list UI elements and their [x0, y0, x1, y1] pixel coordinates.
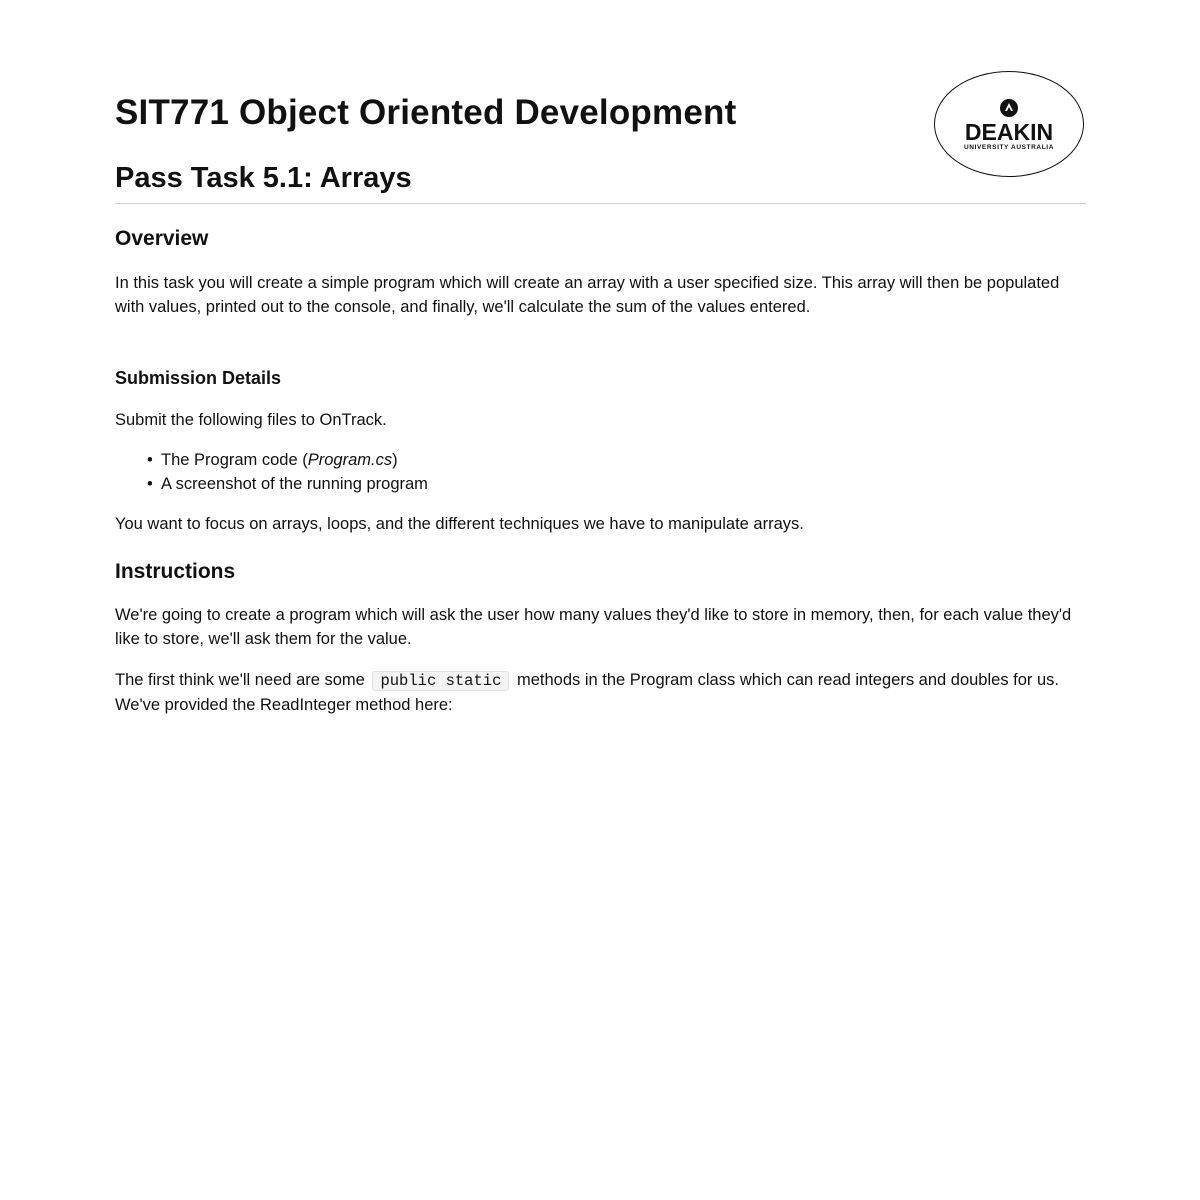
list-item-filename: Program.cs — [307, 451, 393, 469]
instructions-paragraph-1: We're going to create a program which will ask the user how many values they'd like to store in memory, then, for each value they'd like to store, we'll ask them for the value. — [115, 606, 1072, 648]
list-item-suffix: ) — [392, 451, 398, 469]
bullet-icon: • — [147, 475, 153, 493]
course-title: SIT771 Object Oriented Development — [115, 93, 737, 132]
focus-text: You want to focus on arrays, loops, and the different techniques we have to manipulate arrays. — [115, 515, 804, 533]
list-item-prefix: A screenshot of the running program — [161, 475, 428, 493]
logo-subline: UNIVERSITY AUSTRALIA — [963, 144, 1055, 151]
deakin-logo-icon — [935, 72, 1085, 178]
inline-code: public static — [372, 671, 509, 691]
submission-list — [147, 448, 428, 496]
instructions-text-after: methods in the Program class which can read integers and doubles for us. We've provided the ReadInteger method here: — [115, 671, 1060, 714]
submission-heading: Submission Details — [115, 368, 282, 388]
instructions-heading: Instructions — [115, 560, 236, 583]
logo-wordmark: DEAKIN — [964, 119, 1054, 145]
submission-intro: Submit the following files to OnTrack. — [115, 411, 387, 429]
instructions-paragraph-2 — [115, 668, 1086, 717]
title-divider — [115, 203, 1086, 204]
task-title: Pass Task 5.1: Arrays — [115, 162, 412, 194]
instructions-text-before: The first think we'll need are some — [115, 671, 365, 689]
overview-heading: Overview — [115, 227, 209, 250]
deakin-logo — [934, 71, 1084, 177]
list-item — [147, 448, 428, 472]
list-item — [147, 472, 428, 496]
overview-text: In this task you will create a simple program which will create an array with a user specified size. This array will then be populated with values, printed out to the console, and finally, we'll calculate the sum of the values entered. — [115, 274, 1060, 316]
bullet-icon: • — [147, 451, 153, 469]
list-item-prefix: The Program code ( — [161, 451, 308, 469]
